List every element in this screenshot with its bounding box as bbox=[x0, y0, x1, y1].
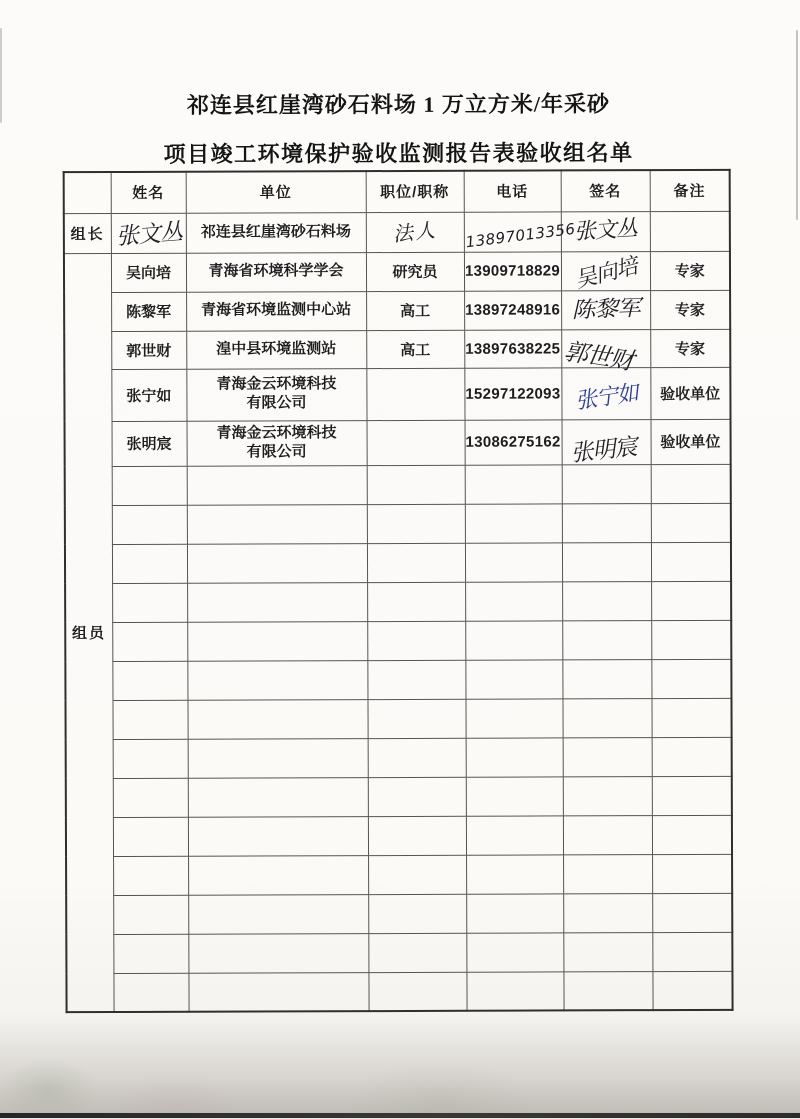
empty-cell bbox=[652, 815, 732, 854]
empty-cell bbox=[188, 777, 368, 817]
empty-cell bbox=[652, 971, 732, 1010]
empty-cell bbox=[367, 660, 465, 699]
scanner-edge-strip bbox=[0, 1113, 800, 1118]
empty-cell bbox=[188, 894, 368, 934]
empty-cell bbox=[651, 698, 731, 737]
empty-cell bbox=[368, 933, 466, 972]
empty-member-row bbox=[66, 815, 732, 856]
empty-cell bbox=[652, 737, 732, 776]
member-position: 研究员 bbox=[366, 252, 464, 291]
member-row bbox=[64, 329, 730, 369]
member-remark: 专家 bbox=[650, 329, 730, 367]
member-signature-cell bbox=[561, 251, 650, 294]
member-signature: 郭世财 bbox=[562, 337, 635, 376]
member-name: 吴向培 bbox=[111, 253, 186, 292]
member-remark: 专家 bbox=[650, 251, 730, 290]
empty-cell bbox=[368, 777, 466, 816]
empty-cell bbox=[368, 738, 466, 777]
empty-cell bbox=[563, 737, 652, 776]
empty-cell bbox=[187, 504, 367, 544]
member-position bbox=[367, 420, 465, 465]
empty-cell bbox=[465, 698, 562, 737]
empty-cell bbox=[187, 699, 367, 739]
header-unit: 单位 bbox=[186, 171, 366, 213]
header-phone: 电话 bbox=[464, 170, 561, 211]
member-remark: 验收单位 bbox=[651, 419, 731, 464]
empty-cell bbox=[113, 895, 188, 934]
empty-cell bbox=[466, 854, 563, 893]
empty-cell bbox=[113, 856, 188, 895]
header-name: 姓名 bbox=[111, 172, 186, 213]
empty-cell bbox=[651, 581, 731, 620]
empty-cell bbox=[466, 737, 563, 776]
empty-cell bbox=[466, 893, 563, 932]
empty-cell bbox=[466, 776, 563, 815]
empty-cell bbox=[112, 544, 187, 583]
member-signature: 吴向培 bbox=[572, 253, 640, 294]
empty-member-row bbox=[66, 776, 732, 817]
leader-signature: 张文丛 bbox=[573, 216, 638, 246]
empty-cell bbox=[368, 855, 466, 894]
empty-cell bbox=[465, 581, 562, 620]
member-phone: 13897248916 bbox=[464, 290, 561, 329]
empty-cell bbox=[562, 464, 651, 503]
empty-cell bbox=[112, 700, 187, 739]
document-title bbox=[68, 87, 728, 169]
empty-cell bbox=[563, 971, 652, 1010]
empty-cell bbox=[188, 972, 368, 1012]
empty-cell bbox=[465, 503, 562, 542]
scan-edge-artifact-left bbox=[0, 28, 2, 123]
empty-cell bbox=[563, 854, 652, 893]
empty-cell bbox=[367, 504, 465, 543]
empty-cell bbox=[367, 699, 465, 738]
empty-cell bbox=[465, 542, 562, 581]
empty-cell bbox=[367, 582, 465, 621]
empty-member-row bbox=[66, 971, 732, 1012]
empty-cell bbox=[562, 503, 651, 542]
empty-cell bbox=[652, 854, 732, 893]
empty-member-row bbox=[65, 581, 731, 622]
member-role-label: 组员 bbox=[64, 253, 114, 1012]
member-unit: 青海省环境科学学会 bbox=[186, 252, 366, 292]
header-signature: 签名 bbox=[561, 170, 650, 211]
leader-name-cell bbox=[111, 213, 186, 253]
acceptance-group-roster-table bbox=[63, 169, 734, 1013]
member-name: 郭世财 bbox=[111, 331, 186, 369]
member-signature-cell bbox=[561, 290, 650, 329]
empty-cell bbox=[112, 622, 187, 661]
member-unit: 青海金云环境科技 有限公司 bbox=[187, 420, 367, 466]
empty-member-row bbox=[65, 464, 731, 505]
empty-cell bbox=[112, 505, 187, 544]
leader-signature-cell bbox=[561, 211, 650, 251]
empty-member-row bbox=[65, 659, 731, 700]
empty-cell bbox=[113, 817, 188, 856]
member-phone: 13909718829 bbox=[464, 251, 561, 290]
member-remark: 验收单位 bbox=[650, 367, 730, 419]
member-unit: 青海金云环境科技 有限公司 bbox=[186, 368, 366, 421]
empty-member-row bbox=[65, 620, 731, 661]
title-line-2: 项目竣工环境保护验收监测报告表验收组名单 bbox=[163, 140, 634, 167]
empty-cell bbox=[466, 815, 563, 854]
title-line-1: 祁连县红崖湾砂石料场 1 万立方米/年采砂 bbox=[186, 91, 611, 118]
empty-cell bbox=[367, 621, 465, 660]
empty-cell bbox=[368, 972, 466, 1011]
empty-cell bbox=[563, 815, 652, 854]
empty-cell bbox=[651, 620, 731, 659]
leader-phone-handwritten: 13897013356 bbox=[464, 219, 576, 251]
empty-cell bbox=[465, 464, 562, 503]
empty-member-row bbox=[66, 932, 732, 973]
empty-cell bbox=[562, 542, 651, 581]
member-row bbox=[64, 367, 730, 421]
member-name: 陈黎军 bbox=[111, 292, 186, 331]
empty-cell bbox=[466, 932, 563, 971]
empty-member-row bbox=[66, 854, 732, 895]
leader-position-cell bbox=[366, 212, 464, 252]
empty-cell bbox=[113, 934, 188, 973]
empty-cell bbox=[368, 816, 466, 855]
empty-cell bbox=[651, 503, 731, 542]
member-signature-cell bbox=[561, 367, 650, 419]
empty-cell bbox=[112, 466, 187, 505]
member-signature: 张明宸 bbox=[568, 434, 638, 468]
member-unit: 青海省环境监测中心站 bbox=[186, 291, 366, 331]
empty-cell bbox=[651, 464, 731, 503]
header-role bbox=[64, 172, 111, 213]
header-row bbox=[64, 170, 730, 213]
leader-position-handwritten: 法人 bbox=[391, 217, 439, 246]
empty-cell bbox=[113, 973, 188, 1012]
empty-cell bbox=[367, 543, 465, 582]
empty-cell bbox=[187, 465, 367, 505]
empty-cell bbox=[465, 620, 562, 659]
member-signature: 陈黎军 bbox=[571, 295, 641, 324]
member-position: 高工 bbox=[366, 330, 464, 368]
empty-cell bbox=[112, 661, 187, 700]
scan-edge-artifact-right bbox=[796, 30, 798, 220]
empty-cell bbox=[113, 739, 188, 778]
header-position: 职位/职称 bbox=[366, 171, 464, 212]
member-position: 高工 bbox=[366, 291, 464, 330]
empty-cell bbox=[187, 543, 367, 583]
empty-cell bbox=[112, 583, 187, 622]
roster-body bbox=[64, 211, 733, 1012]
empty-cell bbox=[187, 621, 367, 661]
empty-member-row bbox=[66, 737, 732, 778]
leader-row bbox=[64, 211, 730, 253]
leader-phone-cell bbox=[464, 211, 576, 251]
empty-member-row bbox=[65, 698, 731, 739]
empty-cell bbox=[652, 893, 732, 932]
empty-cell bbox=[466, 971, 563, 1010]
member-remark: 专家 bbox=[650, 290, 730, 329]
empty-cell bbox=[563, 932, 652, 971]
roster-header bbox=[64, 170, 730, 213]
member-phone: 15297122093 bbox=[464, 367, 561, 419]
empty-cell bbox=[188, 738, 368, 778]
member-name: 张明宸 bbox=[112, 421, 187, 466]
member-row bbox=[65, 419, 731, 466]
header-remark: 备注 bbox=[650, 170, 730, 211]
empty-cell bbox=[562, 581, 651, 620]
leader-role-label: 组长 bbox=[64, 213, 111, 253]
member-signature: 张宁如 bbox=[573, 380, 640, 415]
member-position bbox=[366, 368, 464, 420]
member-unit: 湟中县环境监测站 bbox=[186, 330, 366, 369]
empty-cell bbox=[367, 465, 465, 504]
leader-remark bbox=[650, 211, 730, 251]
leader-unit: 祁连县红崖湾砂石料场 bbox=[186, 212, 366, 253]
leader-name-handwritten: 张文丛 bbox=[114, 218, 183, 250]
member-phone: 13086275162 bbox=[465, 419, 562, 464]
member-row bbox=[64, 251, 730, 292]
empty-member-row bbox=[66, 893, 732, 934]
empty-cell bbox=[651, 659, 731, 698]
empty-cell bbox=[562, 620, 651, 659]
empty-cell bbox=[652, 776, 732, 815]
empty-cell bbox=[563, 776, 652, 815]
empty-cell bbox=[563, 893, 652, 932]
empty-cell bbox=[188, 816, 368, 856]
empty-cell bbox=[188, 933, 368, 973]
empty-cell bbox=[651, 542, 731, 581]
empty-cell bbox=[562, 659, 651, 698]
empty-cell bbox=[652, 932, 732, 971]
member-name: 张宁如 bbox=[111, 369, 186, 421]
empty-cell bbox=[368, 894, 466, 933]
empty-cell bbox=[465, 659, 562, 698]
empty-cell bbox=[562, 698, 651, 737]
empty-member-row bbox=[65, 503, 731, 544]
member-phone: 13897638225 bbox=[464, 329, 561, 367]
member-signature-cell bbox=[562, 419, 651, 468]
empty-cell bbox=[187, 582, 367, 622]
empty-member-row bbox=[65, 542, 731, 583]
empty-cell bbox=[188, 855, 368, 895]
empty-cell bbox=[187, 660, 367, 700]
empty-cell bbox=[113, 778, 188, 817]
member-row bbox=[64, 290, 730, 331]
member-signature-cell bbox=[561, 329, 650, 376]
